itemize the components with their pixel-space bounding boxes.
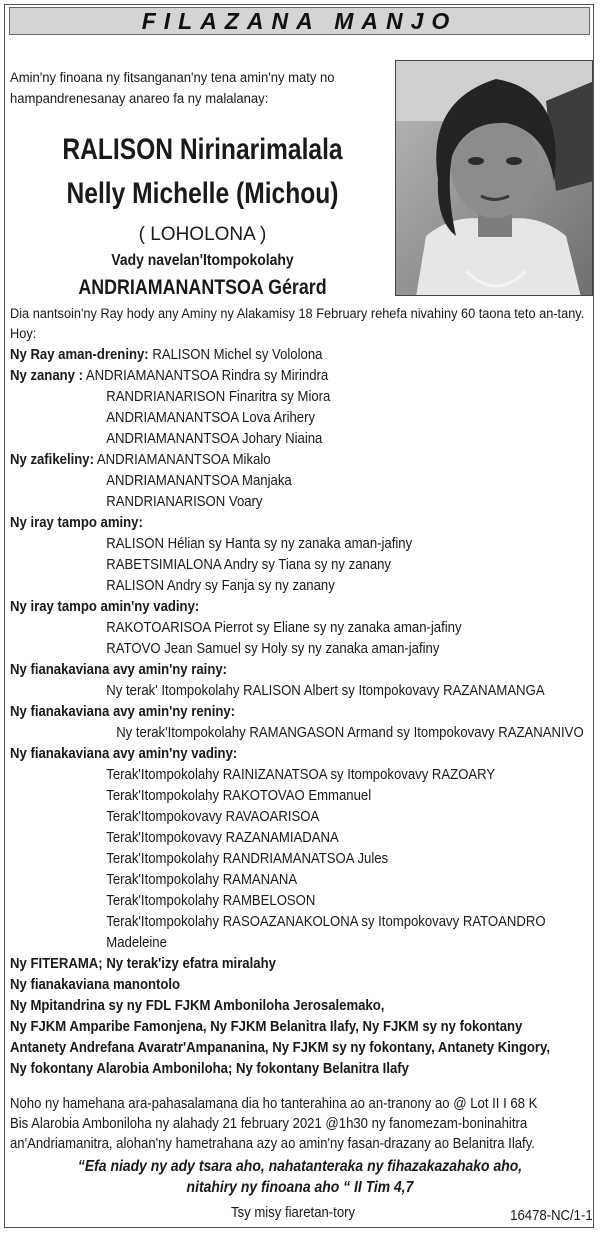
spouse-name: ANDRIAMANANTSOA Gérard [78,276,327,299]
list-item: Terak'Itompokolahy RAMBELOSON [106,893,316,909]
list-item: Terak'Itompokolahy RAKOTOVAO Emmanuel [106,788,372,804]
list-item: RALISON Andry sy Fanja sy ny zanany [106,578,335,594]
section-heading: Antanety Andrefana Avaratr'Ampananina, Ny FJKM sy ny fokontany, Antanety Kingory, [10,1040,551,1056]
list-item: RATOVO Jean Samuel sy Holy sy ny zanaka aman-jafiny [106,641,440,657]
section-heading: Ny Mpitandrina sy ny FDL FJKM Amboniloha Jerosalemako, [10,998,385,1014]
deceased-name-line1: RALISON Nirinarimalala [62,133,343,166]
list-item: Ny terak'Itompokolahy RAMANGASON Armand sy Itompokovavy RAZANANIVO [116,725,584,741]
list-item: Terak'Itompokolahy RAMANANA [106,872,298,888]
section-heading: Ny FITERAMA; Ny terak'izy efatra miralahy [10,956,276,972]
spouse-intro: Vady navelan'Itompokolahy [111,252,294,269]
announcement-text: Dia nantsoin'ny Ray hody any Aminy ny Alakamisy 18 February rehefa nivahiny 60 taona teto an-tany. [10,306,585,322]
ceremony-line: Noho ny hamehana ara-pahasalamana dia ho tanterahina ao an-tranony ao @ Lot II I 68 K [10,1096,538,1112]
section-heading: Ny fokontany Alarobia Amboniloha; Ny fokontany Belanitra Ilafy [10,1061,409,1077]
section-heading: Ny iray tampo amin'ny vadiny: [10,599,200,615]
ceremony-line: an'Andriamanitra, alohan'ny hametrahana azy ao amin'ny fasan-drazany ao Belanitra Ilafy. [10,1136,535,1152]
list-item: RABETSIMIALONA Andry sy Tiana sy ny zanany [106,557,392,573]
bible-quote-line1: “Efa niady ny ady tsara aho, nahatanteraka ny fihazakazahako aho, [77,1158,523,1175]
portrait-photo [395,60,593,296]
section-heading: Ny fianakaviana avy amin'ny rainy: [10,662,228,678]
list-item: RAKOTOARISOA Pierrot sy Eliane sy ny zanaka aman-jafiny [106,620,462,636]
section-heading: Ny fianakaviana avy amin'ny vadiny: [10,746,238,762]
reference-number: 16478-NC/1-1 [510,1208,593,1224]
footer-note: Tsy misy fiaretan-tory [231,1205,356,1221]
header-banner [9,7,590,35]
ceremony-line: Bis Alarobia Amboniloha ny alahady 21 february 2021 @1h30 ny fanomezam-boninahitra [10,1116,528,1132]
grandchildren-value: ANDRIAMANANTSOA Mikalo [96,452,271,468]
list-item [10,366,328,386]
grandchildren-label: Ny zafikeliny: [10,452,94,468]
hoy-label: Hoy: [10,326,37,342]
list-item: Madeleine [106,935,167,951]
banner-title: FILAZANA MANJO [141,8,458,34]
death-announcement [10,304,586,344]
list-item: ANDRIAMANANTSOA Manjaka [106,473,292,489]
children-label: Ny zanany : [10,368,83,384]
list-item: Terak'Itompokolahy RASOAZANAKOLONA sy Itompokovavy RATOANDRO [106,914,546,930]
list-item: Ny terak' Itompokolahy RALISON Albert sy Itompokovavy RAZANAMANGA [106,683,545,699]
deceased-name-line2: Nelly Michelle (Michou) [66,177,339,210]
list-item: Terak'Itompokolahy RANDRIAMANATSOA Jules [106,851,389,867]
list-item: Terak'Itompokovavy RAVAOARISOA [106,809,320,825]
list-item: ANDRIAMANANTSOA Johary Niaina [106,431,323,447]
section-heading: Ny FJKM Amparibe Famonjena, Ny FJKM Belanitra Ilafy, Ny FJKM sy ny fokontany [10,1019,523,1035]
bible-quote-line2: nitahiry ny finoana aho “ II Tim 4,7 [186,1179,414,1196]
ceremony-details [10,1094,586,1154]
list-item: ANDRIAMANANTSOA Lova Arihery [106,410,316,426]
list-item: Terak'Itompokovavy RAZANAMIADANA [106,830,339,846]
section-heading: Ny fianakaviana manontolo [10,977,181,993]
list-item [10,345,322,365]
list-item: RANDRIANARISON Finaritra sy Miora [106,389,331,405]
list-item [10,450,271,470]
section-heading: Ny iray tampo aminy: [10,515,143,531]
intro-text: Amin'ny finoana ny fitsanganan'ny tena amin'ny maty no hampandrenesanay anareo fa ny malalanay: [10,70,335,107]
parents-label: Ny Ray aman-dreniny: [10,347,149,363]
list-item: RANDRIANARISON Voary [106,494,263,510]
section-heading: Ny fianakaviana avy amin'ny reniny: [10,704,236,720]
parents-value: RALISON Michel sy Vololona [152,347,323,363]
deceased-status: ( LOHOLONA ) [138,224,267,245]
portrait-image [396,61,593,296]
list-item: Terak'Itompokolahy RAINIZANATSOA sy Itompokovavy RAZOARY [106,767,496,783]
list-item: RALISON Hélian sy Hanta sy ny zanaka aman-jafiny [106,536,413,552]
children-value: ANDRIAMANANTSOA Rindra sy Mirindra [85,368,329,384]
